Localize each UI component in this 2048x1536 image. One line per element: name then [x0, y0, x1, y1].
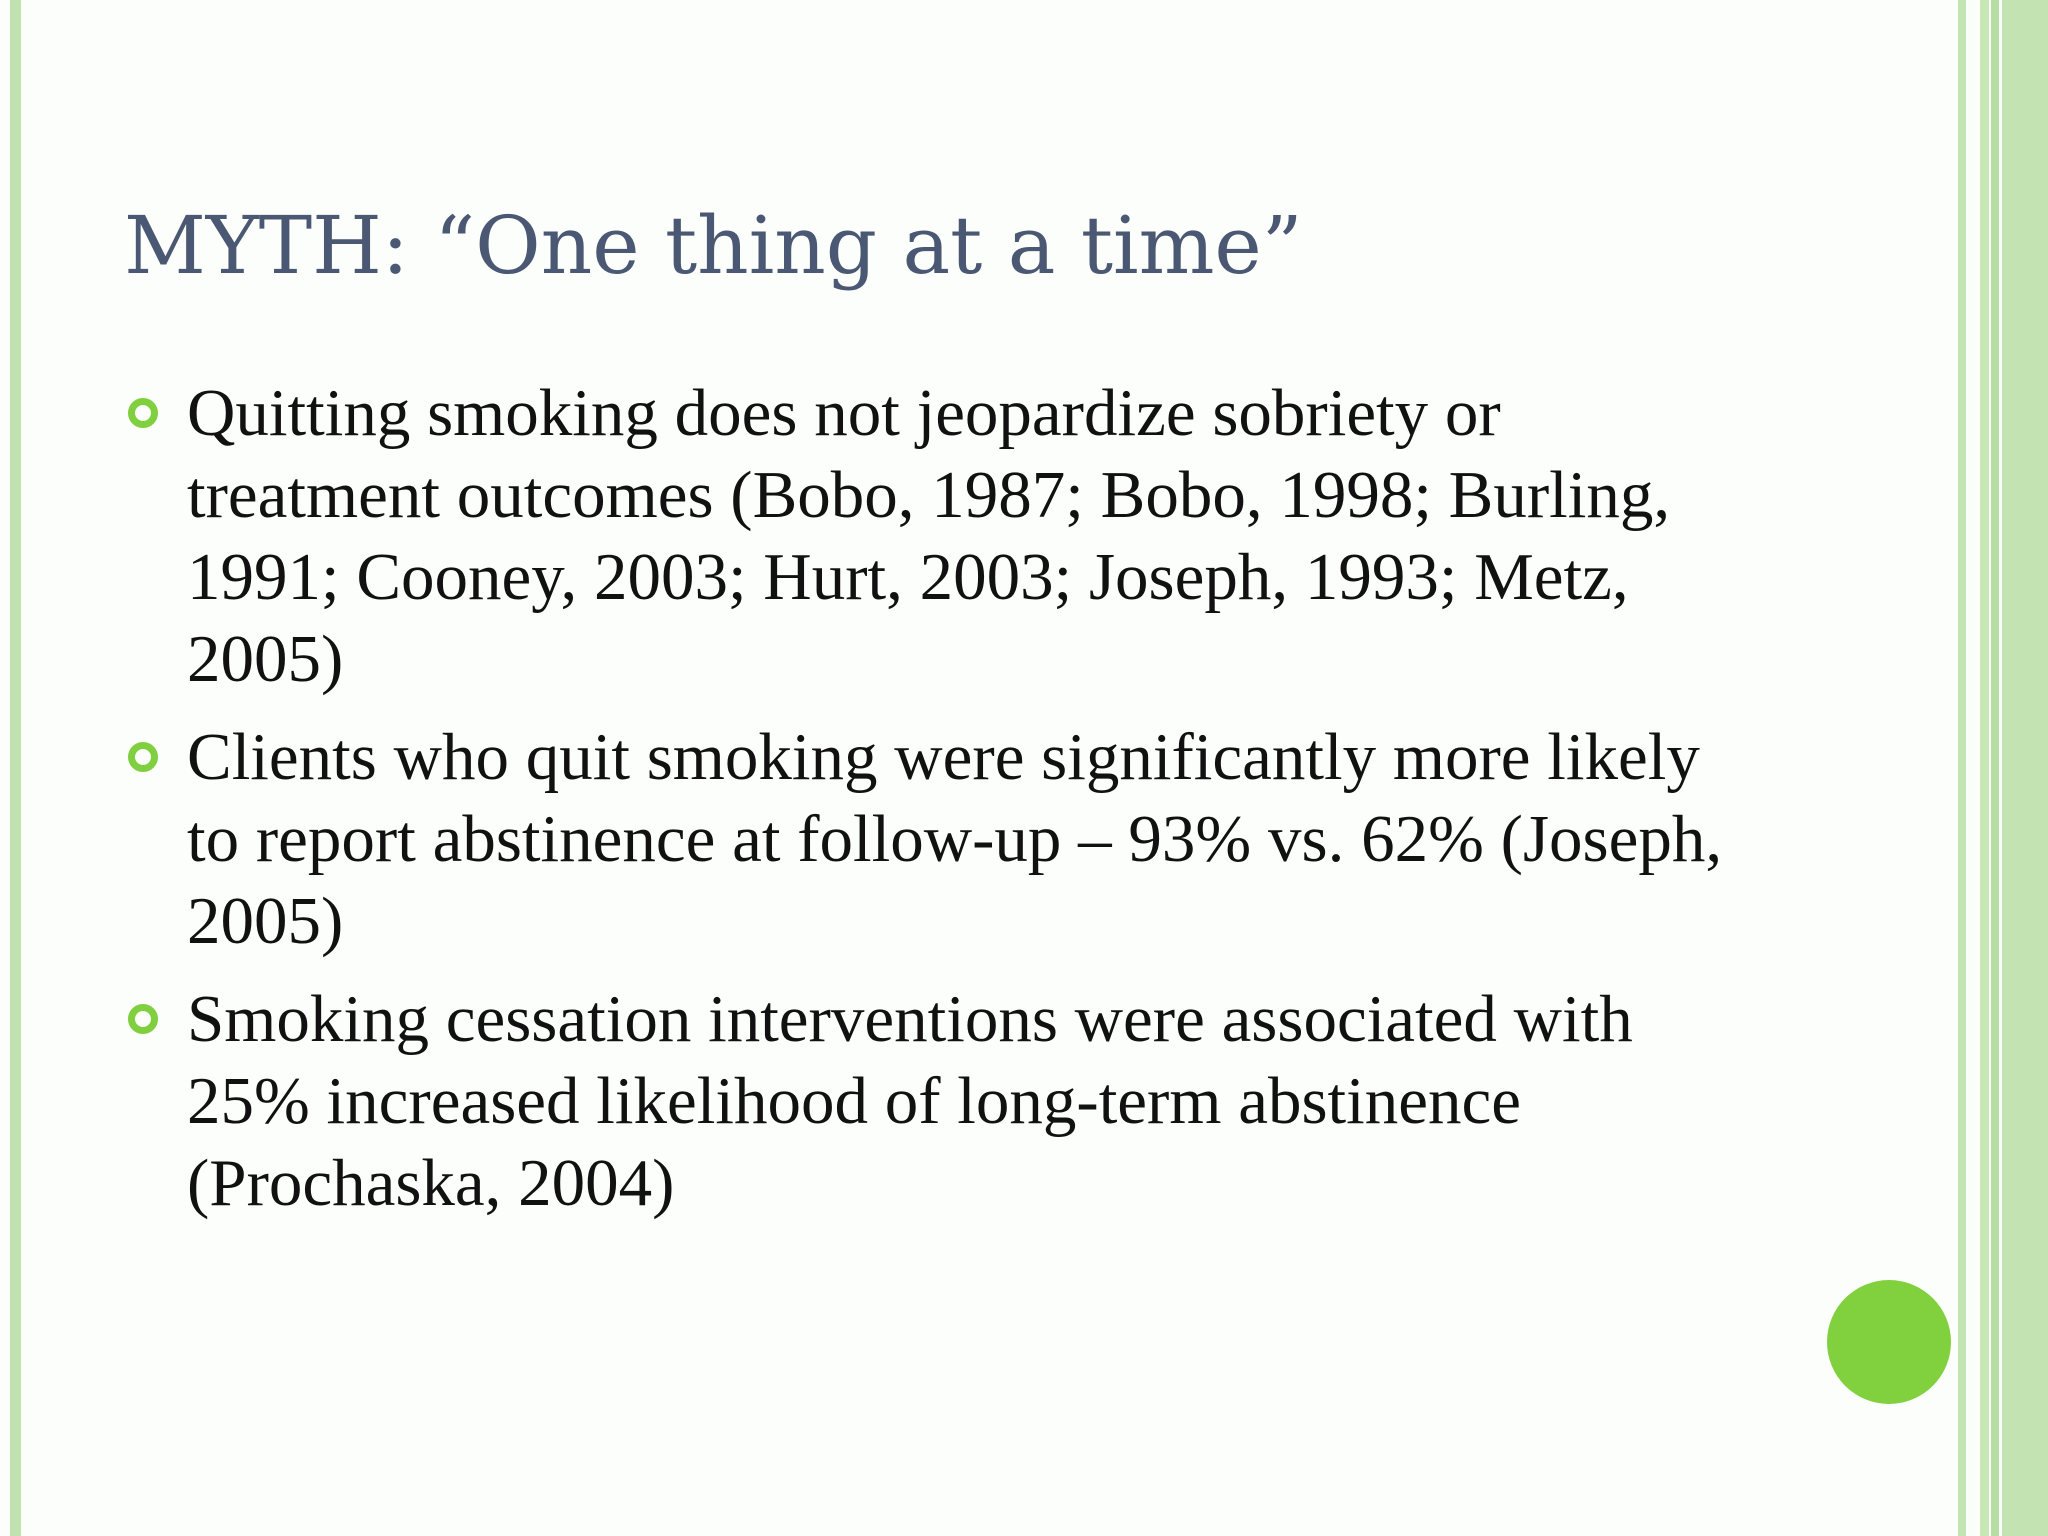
- left-decorative-bar: [10, 0, 21, 1536]
- bullet-item: [124, 716, 1764, 962]
- right-decorative-stripes: [1958, 0, 2048, 1536]
- right-stripe: [1968, 0, 1976, 1536]
- bullet-text: Quitting smoking does not jeopardize sobriety or treatment outcomes (Bobo, 1987; Bobo, 1998; Burling, 1991; Cooney, 2003; Hurt, 2003; Joseph, 1993; Metz, 2005): [187, 376, 1671, 696]
- ring-bullet-icon: [128, 1004, 158, 1034]
- right-stripe: [1958, 0, 1966, 1536]
- bullet-text: Smoking cessation interventions were associated with 25% increased likelihood of long-term abstinence (Prochaska, 2004): [187, 982, 1633, 1220]
- slide-title: MYTH: “One thing at a time”: [124, 199, 1303, 292]
- bullet-item: [124, 978, 1764, 1224]
- right-stripe: [1980, 0, 1989, 1536]
- green-circle-icon: [1827, 1280, 1951, 1404]
- right-stripe: [1991, 0, 1999, 1536]
- ring-bullet-icon: [128, 398, 158, 428]
- bullet-text: Clients who quit smoking were significantly more likely to report abstinence at follow-up – 93% vs. 62% (Joseph, 2005): [187, 720, 1723, 958]
- bullet-list: [124, 372, 1764, 1240]
- ring-bullet-icon: [128, 742, 158, 772]
- right-stripe: [2002, 0, 2048, 1536]
- bullet-item: [124, 372, 1764, 700]
